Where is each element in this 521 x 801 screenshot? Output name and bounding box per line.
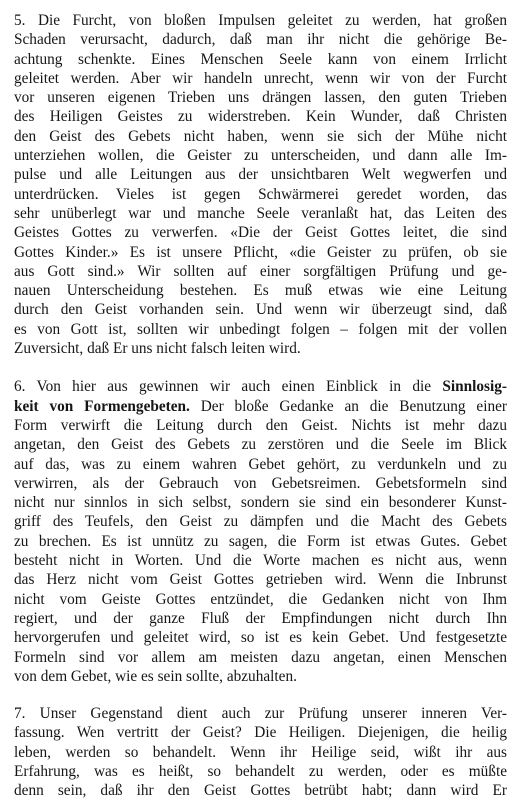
text-line: sehr unüberlegt war und manche Seele veranlaßt hat, das Leiten des — [14, 204, 507, 222]
paragraph-6 — [14, 377, 507, 686]
text-line: auf das, was zu einem wahren Gebet gehört, zu verdunkeln und zu — [14, 455, 507, 473]
text-line: besteht nicht in Worten. Und die Worte machen es nicht aus, wenn — [14, 552, 507, 570]
text-line: nauen Unterscheidung bestehen. Es muß etwas wie eine Leitung — [14, 282, 507, 300]
text-line: regiert, und der ganze Fluß der Empfindungen nicht durch Ihn — [14, 609, 507, 627]
text-line: den Geist des Gebets nicht haben, wenn sie sich der Mühe nicht — [14, 127, 507, 145]
text-line — [14, 377, 507, 396]
text-line: Erfahrung, was es heißt, so behandelt zu werden, oder es müßte — [14, 762, 507, 780]
text-line: des Heiligen Geistes zu widerstreben. Kein Wunder, daß Christen — [14, 108, 507, 126]
text-line: unterziehen wollen, die Geister zu unterscheiden, und dann alle Im- — [14, 147, 507, 165]
text-line: achtung schenkte. Eines Menschen Seele kann von einem Irrlicht — [14, 50, 507, 68]
text-line: nicht vom Geiste Gottes entzündet, die Gedanken nicht von Ihm — [14, 590, 507, 608]
text-line: denn sein, daß ihr den Geist Gottes betrübt habt; dann wird Er — [14, 782, 507, 800]
paragraph-7 — [14, 704, 507, 800]
text-line: nicht nur sinnlos in sich selbst, sondern sie sind ein besonderer Kunst- — [14, 494, 507, 512]
text-line: von dem Gebet, wie es sein sollte, abzuhalten. — [14, 667, 297, 685]
text-line: 7. Unser Gegenstand dient auch zur Prüfung unserer inneren Ver- — [14, 705, 507, 723]
paragraph-gap — [14, 358, 507, 377]
text-line: hervorgerufen und geleitet wird, so ist es kein Gebet. Und festgesetzte — [14, 629, 507, 647]
text-line: fassung. Wen vertritt der Geist? Die Heiligen. Diejenigen, die heilig — [14, 724, 507, 742]
text-run: 6. Von hier aus gewinnen wir auch einen Einblick in die — [14, 378, 432, 396]
paragraph-5 — [14, 11, 507, 358]
text-line: unterdrücken. Vieles ist gegen Schwärmerei geredet worden, das — [14, 185, 507, 203]
text-line: verwirren, als der Gebrauch von Gebetsreimen. Gebetsformeln sind — [14, 474, 507, 492]
text-line: Schaden verursacht, dadurch, daß man ihr nicht die gehörige Be- — [14, 31, 507, 49]
text-line: griff des Teufels, den Geist zu dämpfen und die Macht des Gebets — [14, 513, 507, 531]
text-line: das Herz nicht vom Geist Gottes getrieben wird. Wenn die Inbrunst — [14, 571, 507, 589]
text-line: Geistes Gottes zu verwerfen. «Die der Geist Gottes leitet, die sind — [14, 224, 507, 242]
emphasis-bold: keit von Formengebeten. — [14, 397, 190, 415]
text-line: durch den Geist vorhanden sein. Und wenn wir überzeugt sind, daß — [14, 301, 507, 319]
text-line: Gottes Kinder.» Es ist unsere Pflicht, «die Geister zu prüfen, ob sie — [14, 243, 507, 261]
text-line — [14, 397, 507, 416]
text-run: Der bloße Gedanke an die Benutzung einer — [200, 397, 507, 415]
text-line: aus Gott sind.» Wir sollten auf einer sorgfältigen Prüfung und ge- — [14, 262, 507, 280]
text-line: angetan, den Geist des Gebets zu zerstören und die Seele im Blick — [14, 436, 507, 454]
text-line: es von Gott ist, sollten wir unbedingt folgen – folgen mit der vollen — [14, 320, 507, 338]
text-line: geleitet werden. Aber wir handeln unrecht, wenn wir von der Furcht — [14, 69, 507, 87]
emphasis-bold: Sinnlosig- — [442, 378, 507, 396]
text-line: leben, werden so behandelt. Wenn ihr Heilige seid, wißt ihr aus — [14, 743, 507, 761]
text-line: Zuversicht, daß Er uns nicht falsch leiten wird. — [14, 340, 301, 358]
paragraph-gap — [14, 686, 507, 704]
text-line: zu brechen. Es ist unnütz zu sagen, die Form ist etwas Gutes. Gebet — [14, 532, 507, 550]
text-line: Formeln sind vor allem am meisten dazu angetan, einen Menschen — [14, 648, 507, 666]
text-line: Form verwirft die Leitung durch den Geist. Nichts ist mehr dazu — [14, 416, 507, 434]
text-line: pulse und alle Leitungen aus der unsichtbaren Welt wegwerfen und — [14, 166, 507, 184]
text-line: 5. Die Furcht, von bloßen Impulsen geleitet zu werden, hat großen — [14, 12, 507, 29]
text-line: vor unseren eigenen Trieben uns drängen lassen, den guten Trieben — [14, 89, 507, 107]
